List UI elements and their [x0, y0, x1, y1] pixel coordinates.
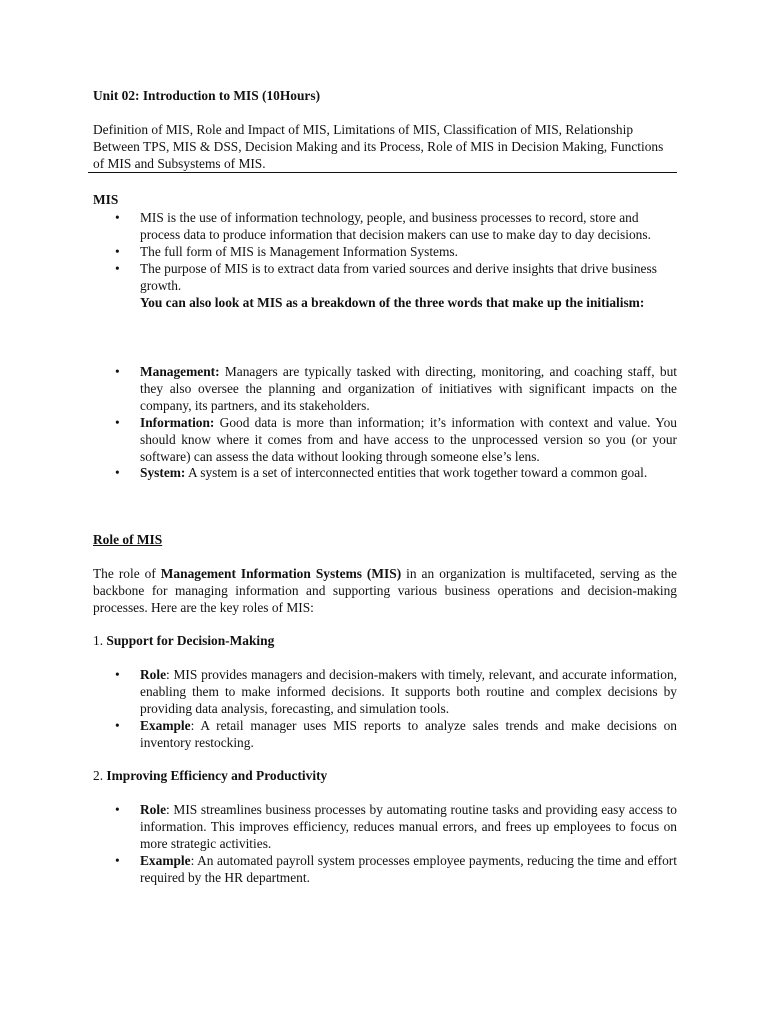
word-term: System: [140, 465, 186, 481]
section-bullets [93, 667, 677, 752]
word-text: Managers are typically tasked with directing, monitoring, and coaching staff, but they also oversee the planning and organization of initiatives with significant impacts on the company, its partners, and its stakeholders. [140, 364, 677, 413]
mis-heading: MIS [93, 192, 119, 207]
word-item [93, 465, 677, 482]
word-term: Management: [140, 364, 220, 379]
section-divider [88, 172, 677, 173]
mis-bullet [93, 210, 677, 244]
example-label: Example [140, 717, 191, 733]
section-number: 2. [93, 768, 107, 783]
role-label: Role [140, 667, 167, 682]
section-heading [93, 768, 677, 785]
section-title: Improving Efficiency and Productivity [106, 768, 328, 783]
role-intro [93, 566, 677, 617]
mis-bullet [93, 261, 677, 295]
role-text: : MIS streamlines business processes by automating routine tasks and providing easy access to information. This improves efficiency, reduces manual errors, and frees up employees to focus on more strategic activities. [140, 802, 677, 851]
role-intro-post: in an organization is multifaceted, serving as the backbone for managing information and supporting various business operations and decision-making processes. Here are the key roles of MIS: [93, 566, 677, 615]
mis-bullet [93, 244, 677, 261]
role-item [93, 667, 677, 718]
mis-bullet-text: The full form of MIS is Management Information Systems. [140, 243, 458, 259]
word-text: A system is a set of interconnected entities that work together toward a common goal. [185, 465, 648, 481]
role-intro-bold: Management Information Systems (MIS) [160, 566, 402, 581]
mis-bullets [93, 210, 677, 311]
role-text: : MIS provides managers and decision-makers with timely, relevant, and accurate information, enabling them to make informed decisions. It supports both routine and complex decisions by providing data analysis, forecasting, and simulation tools. [140, 667, 677, 716]
role-heading: Role of MIS [93, 532, 163, 547]
unit-topics: Definition of MIS, Role and Impact of MIS, Limitations of MIS, Classification of MIS, Relationship Between TPS, MIS & DSS, Decision Making and its Process, Role of MIS in Decision Making, Functions of MIS and Subsystems of MIS. [93, 122, 664, 171]
example-item [93, 718, 677, 752]
example-text: : An automated payroll system processes employee payments, reducing the time and effort required by the HR department. [140, 852, 677, 885]
mis-words [93, 364, 677, 482]
role-item [93, 802, 677, 853]
mis-bullet-text: The purpose of MIS is to extract data from varied sources and derive insights that drive business growth. [140, 260, 657, 293]
word-item [93, 415, 677, 466]
example-label: Example [140, 852, 191, 868]
mis-bullet-text: MIS is the use of information technology, people, and business processes to record, store and process data to produce information that decision makers can use to make day to day decisions. [140, 210, 651, 242]
section-heading [93, 633, 677, 650]
breakdown-note: You can also look at MIS as a breakdown of the three words that make up the initialism: [140, 294, 645, 310]
section-bullets [93, 802, 677, 887]
word-term: Information: [140, 414, 215, 430]
role-intro-pre: The role of [93, 566, 161, 581]
example-item [93, 853, 677, 887]
word-text: Good data is more than information; it’s information with context and value. You should know where it comes from and have access to the unprocessed version so you (or your software) can assess the data without looking through someone else’s lens. [140, 414, 677, 464]
section-title: Support for Decision-Making [106, 633, 275, 648]
role-label: Role [140, 802, 167, 817]
word-item [93, 364, 677, 415]
unit-title: Unit 02: Introduction to MIS (10Hours) [93, 88, 321, 103]
example-text: : A retail manager uses MIS reports to analyze sales trends and make decisions on inventory restocking. [140, 717, 677, 750]
section-number: 1. [93, 633, 107, 648]
